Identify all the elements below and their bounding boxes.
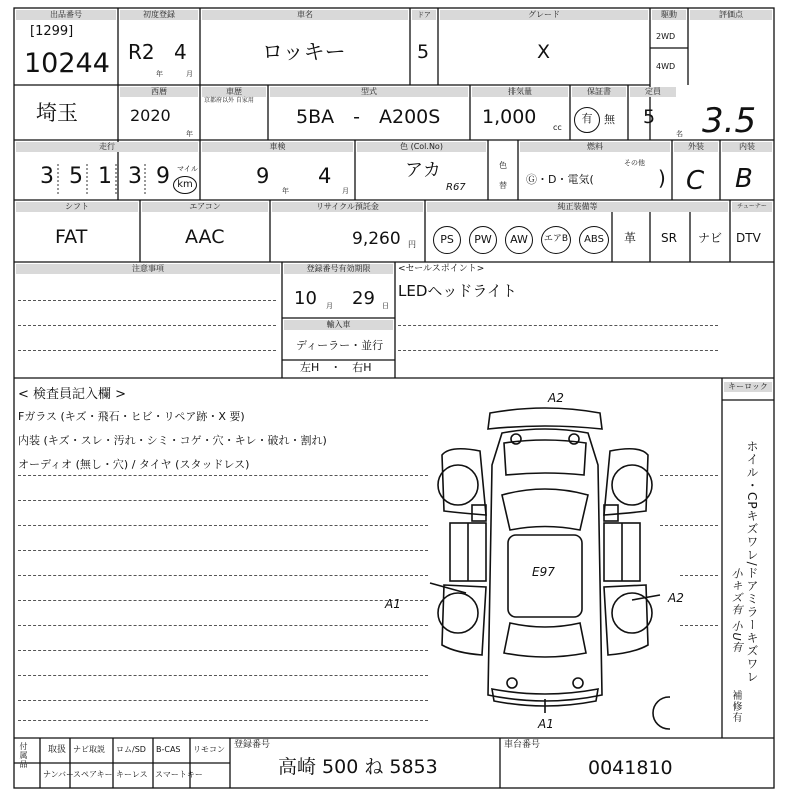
western-year: 2020 [130,106,171,125]
fuel-options: Ⓖ・D・電気( [526,173,594,186]
reg-expiry-day: 29 [352,288,375,309]
displacement: 1,000 [482,106,537,128]
damage-mark-rear: A1 [538,717,554,731]
accessory-label: キーレス [116,770,148,779]
first-reg-era: R2 [128,40,155,64]
accessory-label: スペアキー [73,770,113,779]
seats-header: 定員 [630,87,676,97]
inspection-header: 車検 [202,142,353,152]
keylock-header: キーロック [724,382,772,392]
note-line [18,325,276,326]
inspector-header: < 検査員記入欄 > [18,387,127,402]
mileage-digit: 3 [128,164,142,189]
note-line [18,350,276,351]
notes-header: 注意事項 [16,264,280,274]
side-note-1: ホイル・CPキズワレ/ドアミラーキズワレ [745,440,759,684]
equipment-pw: PW [469,226,497,254]
reg-no-header: 登録番号 [234,740,271,750]
drive-2wd: 2WD [656,32,676,41]
accessory-label: ナンバー [43,770,75,779]
accessory-side-label: 付属品 [19,742,28,769]
western-year-unit: 年 [186,130,193,138]
inspector-line-2: 内装 (キズ・スレ・汚れ・シミ・コゲ・穴・キレ・破れ・割れ) [18,434,327,447]
car-name: ロッキー [262,40,346,64]
point-line [398,350,718,351]
model: 5BA - A200S [296,106,441,128]
equipment-airbag: エアB [541,226,571,254]
equipment-sunroof: SR [661,231,677,245]
mileage-digit: 1 [98,164,112,189]
plate-number: 高崎 500 ね 5853 [278,756,438,778]
mile-label: マイル [177,165,198,173]
inspection-tsuki: 月 [342,187,349,195]
vehicle-history: 京都府以外 自家用 [204,97,254,104]
seats: 5 [643,106,656,128]
damage-mark-roof: E97 [532,565,555,579]
inspection-month: 4 [318,164,332,188]
door-header: ドア [412,10,436,20]
frame-no-header: 車台番号 [504,740,541,750]
reg-expiry-hi: 日 [382,302,389,310]
recycle-fee: 9,260 [352,229,401,249]
recycle-unit: 円 [408,240,416,249]
warranty-yes: 有 [574,107,600,133]
reg-expiry-tsuki: 月 [326,302,333,310]
seats-unit: 名 [676,130,683,138]
aircon-header: エアコン [142,202,268,212]
color-name: アカ [405,160,441,181]
first-reg-month: 4 [174,40,187,64]
inspection-nen: 年 [282,187,289,195]
recycle-header: リサイクル預託金 [272,202,423,212]
mileage-digit: 3 [40,164,54,189]
shift-header: シフト [16,202,138,212]
inspection-year: 9 [256,164,270,188]
first-reg-header: 初度登録 [120,10,198,20]
shift: FAT [55,226,88,248]
accessory-label: B-CAS [156,745,181,754]
exterior-grade: C [686,166,705,196]
mileage-header: 走行 [16,142,198,152]
tuner: DTV [736,231,761,245]
side-note-3: 補修有 [730,690,741,723]
mileage-digit: 9 [156,164,170,189]
car-name-header: 車名 [202,10,408,20]
equipment-aw: AW [505,226,533,254]
fuel-close: ) [658,166,666,190]
vehicle-history-header: 車歴 [202,87,266,97]
accessory-label: リモコン [193,745,225,754]
reg-expiry-month: 10 [294,288,317,309]
nen-label: 年 [156,70,163,78]
western-year-header: 西暦 [120,87,198,97]
frame-number: 0041810 [588,757,673,779]
lot-number: 10244 [24,48,110,79]
steering: 左H ・ 右H [300,361,372,374]
accessory-label: スマートキー [155,770,203,779]
model-header: 型式 [270,87,468,97]
sales-point: LEDヘッドライト [398,282,517,300]
lot-tag: [1299] [30,24,74,39]
side-note-2: 小キズ有 小U有 [730,568,743,654]
grade: X [537,41,551,63]
mileage-digit: 5 [69,164,83,189]
score-header: 評価点 [690,10,772,20]
equipment-leather: 革 [624,231,637,245]
km-circled: km [173,176,197,194]
color-header: 色 (Col.No) [357,142,486,152]
tsuki-label: 月 [186,70,193,78]
lot-header: 出品番号 [16,10,116,20]
warranty-header: 保証書 [572,87,626,97]
fuel-other: その他 [624,159,645,167]
aircon: AAC [185,226,225,248]
interior-header: 内装 [722,142,772,152]
displacement-unit: cc [553,123,562,132]
equipment-header: 純正装備等 [427,202,728,212]
drive-header: 駆動 [652,10,686,20]
color-code: R67 [446,182,466,193]
mileage-separators [18,158,178,196]
displacement-header: 排気量 [472,87,568,97]
damage-mark-front: A2 [548,391,564,405]
warranty-no: 無 [604,113,615,126]
accessory-label: ロム/SD [116,745,146,754]
color-side-b: 替 [499,181,507,190]
exterior-header: 外装 [674,142,718,152]
accessory-label: ナビ取説 [73,745,105,754]
color-side-a: 色 [499,161,507,170]
drive-4wd: 4WD [656,62,676,71]
inspector-line-3: オーディオ (無し・穴) / タイヤ (スタッドレス) [18,458,250,471]
grade-header: グレード [440,10,648,20]
doors: 5 [417,41,430,63]
import-type: ディーラー・並行 [296,339,384,352]
accessory-label: 取扱 [48,745,67,755]
note-line [18,300,276,301]
inspector-line-1: Fガラス (キズ・飛石・ヒビ・リペア跡・X 要) [18,410,245,423]
sales-point-header: <セールスポイント> [398,264,485,274]
point-line [398,325,718,326]
reg-expiry-header: 登録番号有効期限 [284,264,393,274]
tuner-header: チューナー [732,202,772,212]
equipment-navi: ナビ [698,231,723,245]
damage-mark-right: A2 [668,591,684,605]
import-header: 輸入車 [284,320,393,330]
equipment-abs: ABS [579,226,609,254]
score: 3.5 [702,101,757,141]
fuel-header: 燃料 [520,142,670,152]
damage-mark-left: A1 [385,597,401,611]
prefecture: 埼玉 [36,101,78,125]
equipment-ps: PS [433,226,461,254]
interior-grade: B [735,164,753,194]
